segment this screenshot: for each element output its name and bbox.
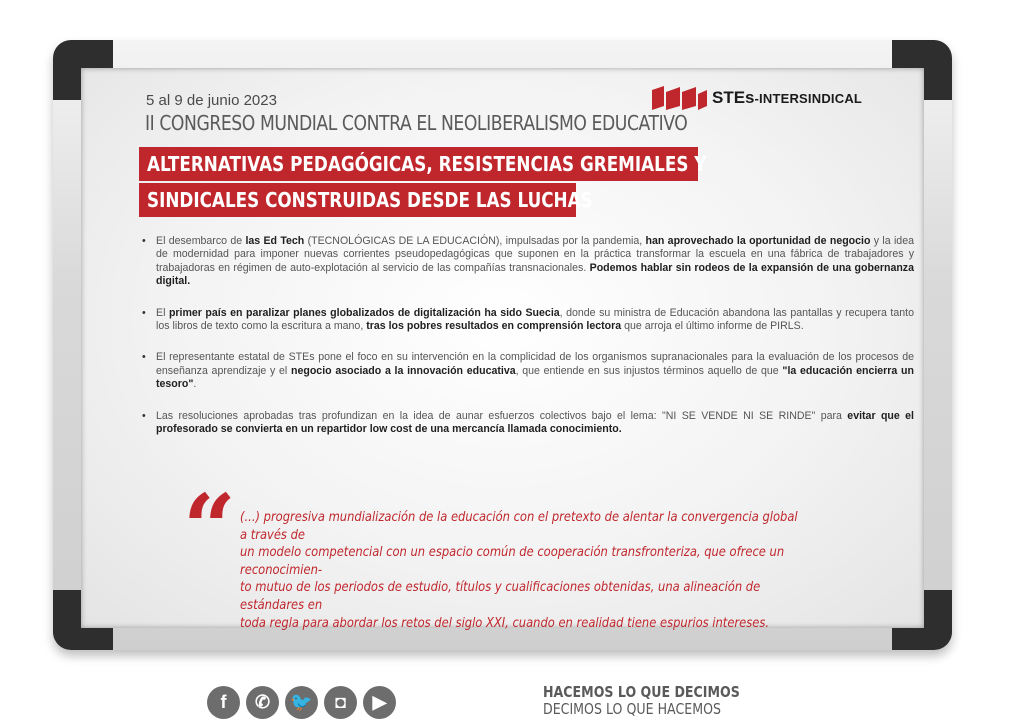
headline-line-1: ALTERNATIVAS PEDAGÓGICAS, RESISTENCIAS GREMIALES Y [147, 152, 707, 176]
motto [543, 684, 740, 718]
motto-line-2: DECIMOS LO QUE HACEMOS [543, 700, 721, 718]
twitter-icon[interactable]: 🐦 [285, 686, 318, 719]
whatsapp-icon[interactable]: ✆ [246, 686, 279, 719]
facebook-icon[interactable]: f [207, 686, 240, 719]
social-icons [207, 686, 396, 720]
pull-quote: (...) progresiva mundialización de la educación con el pretexto de alentar la convergencia global a través de un modelo competencial con un espacio común de cooperación transfronteriza, que ofrece un reconocimien- to mutuo de los periodos de estudio, títulos y cualificaciones obtenidas, una alineación de estándares en toda regla para abordar los retos del siglo XXI, cuando en realidad tiene espurios intereses. [240, 510, 798, 631]
quote-mark-icon: “ [183, 474, 236, 582]
youtube-icon[interactable]: ▶ [363, 686, 396, 719]
bullet-bold-text: negocio asociado a la innovación educativa [291, 364, 516, 377]
red-flags-logo-icon [650, 84, 708, 112]
logo-text [712, 88, 862, 108]
motto-line-1: HACEMOS LO QUE DECIMOS [543, 683, 740, 701]
bullet-item [146, 351, 914, 391]
bullet-bold-text: primer país en paralizar planes globalizados de digitalización ha sido Suecia [168, 306, 560, 319]
bullet-text: (TECNOLÓGICAS DE LA EDUCACIÓN), impulsadas por la pandemia, [304, 235, 646, 247]
bullet-bold-text: evitar que el profesorado se convierta en un repartidor low cost de una mercancía llamada conocimiento. [156, 409, 915, 436]
headline-line-2: SINDICALES CONSTRUIDAS DESDE LAS LUCHAS [147, 188, 593, 212]
bullet-list [146, 235, 914, 454]
logo-brand-suffix: -INTERSINDICAL [754, 91, 863, 106]
bullet-item [146, 307, 914, 334]
bullet-item [146, 410, 914, 437]
event-date: 5 al 9 de junio 2023 [146, 92, 277, 109]
bullet-bold-text: "la educación encierra un tesoro" [156, 364, 914, 391]
congress-title: II CONGRESO MUNDIAL CONTRA EL NEOLIBERALISMO EDUCATIVO [145, 111, 688, 135]
headline-banner-1 [139, 147, 707, 181]
stes-logo [650, 84, 898, 112]
bullet-text: que arroja el último informe de PIRLS. [621, 320, 804, 333]
logo-brand-main: STEs [712, 88, 755, 107]
bullet-bold-text: Podemos hablar sin rodeos de la expansión de una gobernanza digital. [156, 261, 914, 288]
bullet-bold-text: tras los pobres resultados en comprensión lectora [366, 320, 622, 333]
bullet-text: y la idea de modernidad para imponer nuevas corrientes pseudopedagógicas que suponen en la práctica transformar la escuela en una fábrica de trabajadores y trabajadoras en régimen de auto-explotación al servicio de las compañías transnacionales. [156, 235, 914, 274]
bullet-text: Las resoluciones aprobadas tras profundizan en la idea de aunar esfuerzos colectivos bajo el lema: "NI SE VENDE NI SE RINDE" para [156, 409, 848, 422]
headline-banner-2 [139, 183, 593, 217]
bullet-text: , que entiende en sus injustos términos aquello de que [515, 364, 783, 377]
bullet-bold-text: las Ed Tech [245, 235, 305, 247]
instagram-icon[interactable]: ◘ [324, 686, 357, 719]
bullet-text: El desembarco de [156, 235, 246, 247]
bullet-text: , donde su ministra de Educación abandona las pantallas y recupera tanto los libros de texto como la escritura a mano, [156, 306, 914, 333]
bullet-text: . [193, 378, 197, 391]
bullet-item [146, 235, 914, 289]
bullet-text: El representante estatal de STEs pone el foco en su intervención en la complicidad de los organismos supranacionales para la evaluación de los procesos de enseñanza aprendizaje y el [156, 351, 914, 377]
bullet-bold-text: han aprovechado la oportunidad de negocio [645, 235, 871, 247]
bullet-text: El [156, 306, 169, 319]
